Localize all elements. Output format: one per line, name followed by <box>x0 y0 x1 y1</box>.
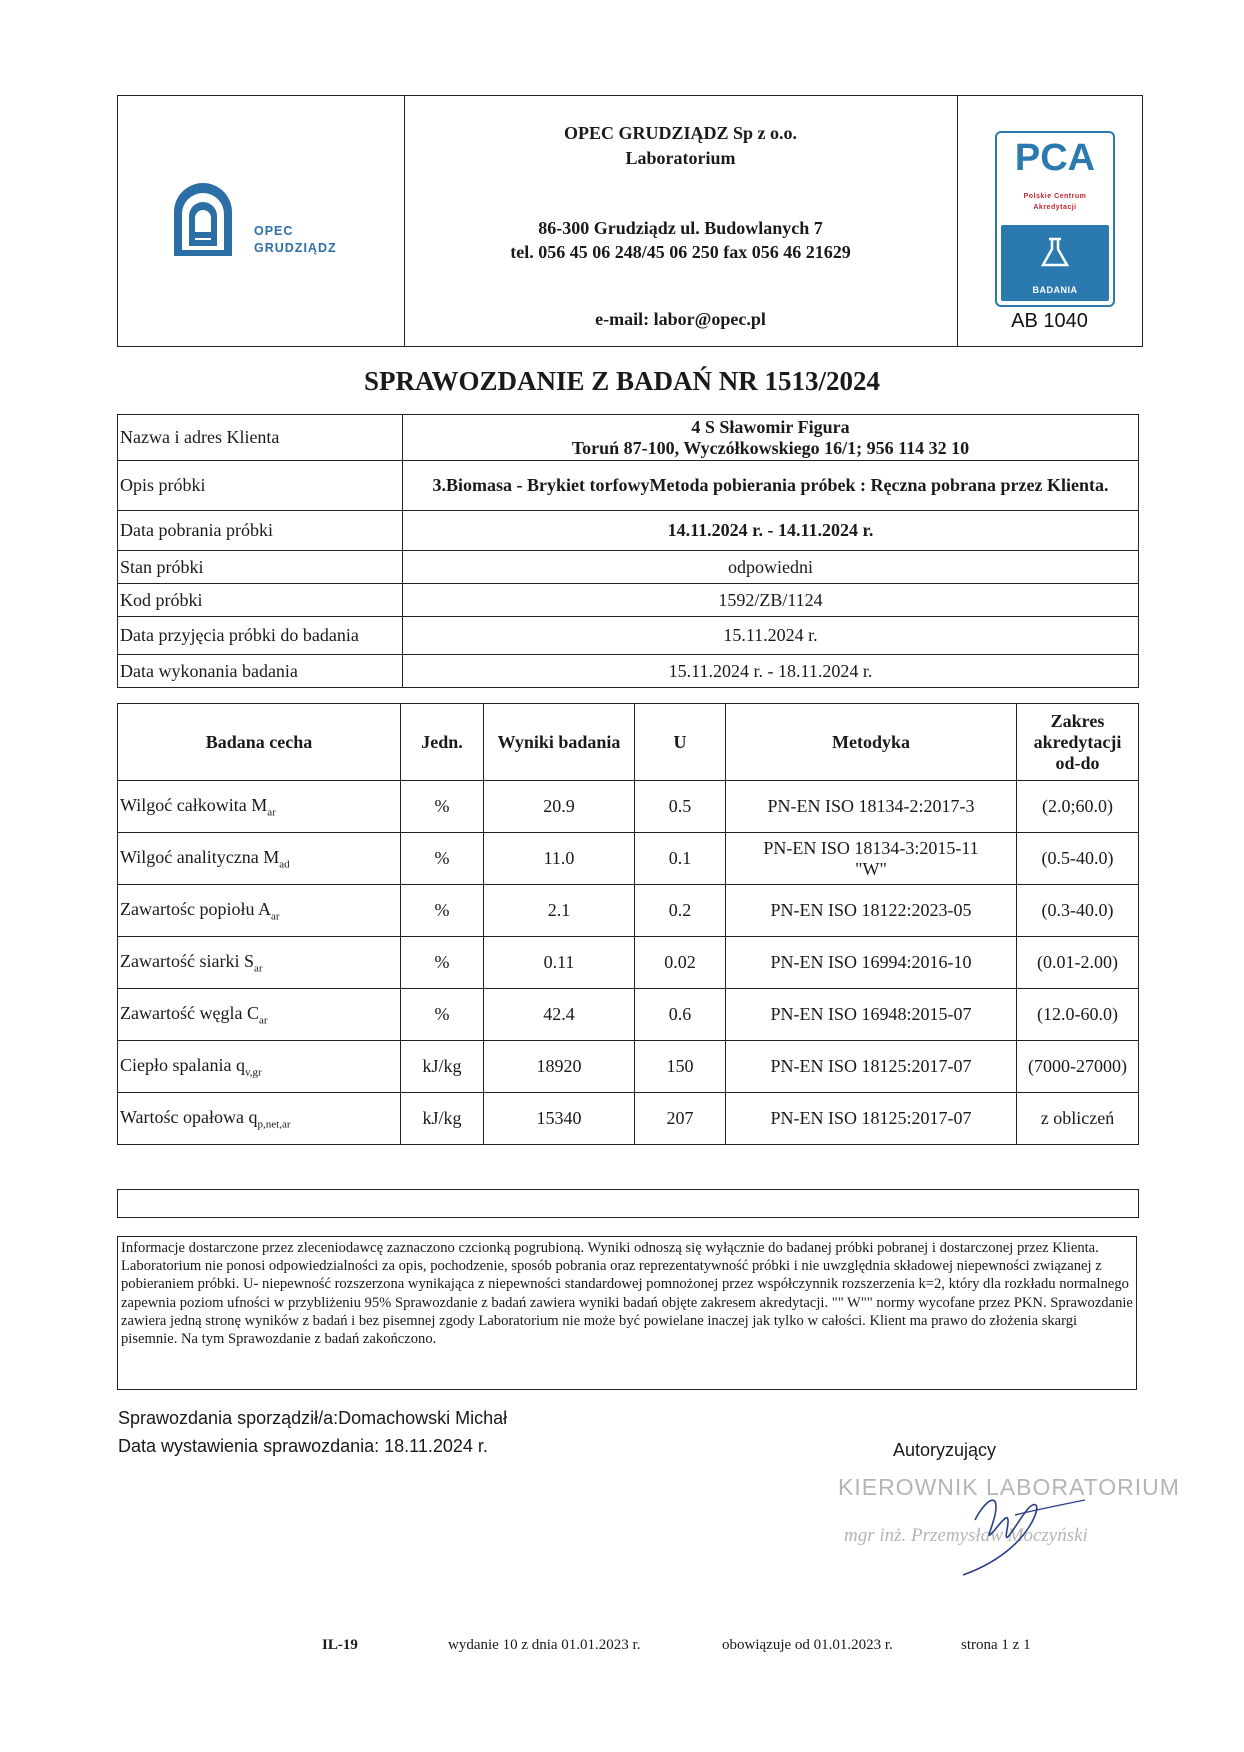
result-value: 2.1 <box>484 885 635 937</box>
result-value: 15340 <box>484 1093 635 1145</box>
result-value: 42.4 <box>484 989 635 1041</box>
department-name: Laboratorium <box>625 148 736 168</box>
company-name: OPEC GRUDZIĄDZ Sp z o.o. <box>563 123 798 143</box>
result-feature: Zawartośc popiołu $A_{ar}$ <box>118 885 401 937</box>
result-unit: % <box>401 885 484 937</box>
pca-badge <box>995 131 1115 307</box>
result-uncertainty: 0.1 <box>635 833 726 885</box>
header-range-line1: Zakres <box>1050 710 1105 731</box>
result-method: PN-EN ISO 18134-2:2017-3 <box>726 781 1017 833</box>
pca-badania-label: BADANIA <box>1032 285 1078 295</box>
result-range: (0.3-40.0) <box>1017 885 1139 937</box>
pca-badania-block <box>1001 225 1109 301</box>
result-range: (7000-27000) <box>1017 1041 1139 1093</box>
lab-email: e-mail: labor@opec.pl <box>595 309 766 329</box>
condition-value: odpowiedni <box>403 551 1139 584</box>
result-method: PN-EN ISO 18134-3:2015-11 "W" <box>726 833 1017 885</box>
opec-logo-icon <box>172 182 234 258</box>
condition-label: Stan próbki <box>118 551 403 584</box>
result-value: 18920 <box>484 1041 635 1093</box>
result-range: (0.01-2.00) <box>1017 937 1139 989</box>
result-method: PN-EN ISO 18125:2017-07 <box>726 1093 1017 1145</box>
sample-info-table <box>117 414 1139 688</box>
result-row <box>118 1041 1139 1093</box>
result-row <box>118 781 1139 833</box>
result-uncertainty: 0.02 <box>635 937 726 989</box>
result-unit: % <box>401 989 484 1041</box>
footer-page: strona 1 z 1 <box>961 1637 1031 1653</box>
footer-edition: wydanie 10 z dnia 01.01.2023 r. <box>448 1637 641 1653</box>
info-row-code <box>118 584 1139 617</box>
sample-desc-label: Opis próbki <box>118 461 403 511</box>
result-feature: Ciepło spalania $q_{v,gr}$ <box>118 1041 401 1093</box>
result-uncertainty: 0.6 <box>635 989 726 1041</box>
info-row-sampling-date <box>118 511 1139 551</box>
pca-sub-line1: Polskie Centrum <box>1023 193 1087 200</box>
issue-date: Data wystawienia sprawozdania: 18.11.2024 r. <box>118 1436 488 1456</box>
report-title: SPRAWOZDANIE Z BADAŃ NR 1513/2024 <box>363 366 881 396</box>
client-address: Toruń 87-100, Wyczółkowskiego 16/1; 956 114 32 10 <box>571 437 970 458</box>
accreditation-number: AB 1040 <box>1011 310 1088 332</box>
result-uncertainty: 150 <box>635 1041 726 1093</box>
code-value: 1592/ZB/1124 <box>403 584 1139 617</box>
result-range: z obliczeń <box>1017 1093 1139 1145</box>
logo-text-opec: OPEC <box>254 224 294 238</box>
info-row-client <box>118 415 1139 461</box>
result-method: PN-EN ISO 18125:2017-07 <box>726 1041 1017 1093</box>
result-range: (0.5-40.0) <box>1017 833 1139 885</box>
header-range <box>1017 704 1139 781</box>
result-method: PN-EN ISO 16948:2015-07 <box>726 989 1017 1041</box>
result-feature: Wartośc opałowa $q_{p,net,ar}$ <box>118 1093 401 1145</box>
result-row <box>118 885 1139 937</box>
result-method: PN-EN ISO 16994:2016-10 <box>726 937 1017 989</box>
result-row <box>118 937 1139 989</box>
result-unit: % <box>401 937 484 989</box>
info-row-description <box>118 461 1139 511</box>
result-uncertainty: 0.5 <box>635 781 726 833</box>
result-feature: Zawartość siarki $S_{ar}$ <box>118 937 401 989</box>
result-value: 11.0 <box>484 833 635 885</box>
client-label: Nazwa i adres Klienta <box>118 415 403 461</box>
result-value: 0.11 <box>484 937 635 989</box>
results-header-row <box>118 704 1139 781</box>
sampling-date-label: Data pobrania próbki <box>118 511 403 551</box>
client-value <box>403 415 1139 461</box>
header-unit: Jedn. <box>401 704 484 781</box>
result-value: 20.9 <box>484 781 635 833</box>
performed-label: Data wykonania badania <box>118 655 403 688</box>
result-unit: % <box>401 833 484 885</box>
results-table <box>117 703 1139 1145</box>
pca-logo-text: PCA <box>1014 137 1096 179</box>
result-feature: Wilgoć całkowita $M_{ar}$ <box>118 781 401 833</box>
client-name: 4 S Sławomir Figura <box>691 416 850 437</box>
pca-sub-line2: Akredytacji <box>1033 204 1077 211</box>
code-label: Kod próbki <box>118 584 403 617</box>
legal-note: Informacje dostarczone przez zleceniodawcę zaznaczono czcionką pogrubioną. Wyniki odnoszą się wyłącznie do badanej próbki pobranej i dostarczonej przez Klienta. Laboratorium nie ponosi odpowiedzialności za opis, pochodzenie, sposób pobrania oraz reprezentatywność próbki i nie uwzględnia składowej niepewności związanej z pobieraniem próbki. U- niepewność rozszerzona wynikająca z niepewności standardowej pomnożonej przez współczynnik rozszerzenia k=2, który dla rozkładu normalnego zapewnia poziom ufności w przybliżeniu 95% Sprawozdanie z badań zawiera wyniki badań objęte zakresem akredytacji. "" W"" normy wycofane przez PKN. Sprawozdanie zawiera jedną stronę wyników z badań i bez pisemnej zgody Laboratorium nie może być powielane inaczej jak tylko w całości. Klient ma prawo do złożenia skargi pisemnie. Na tym Sprawozdanie z badań zakończono. <box>117 1236 1137 1390</box>
info-row-received <box>118 617 1139 655</box>
header-range-line3: od-do <box>1055 752 1100 773</box>
sampling-date-value: 14.11.2024 r. - 14.11.2024 r. <box>403 511 1139 551</box>
result-feature: Zawartość węgla $C_{ar}$ <box>118 989 401 1041</box>
performed-value: 15.11.2024 r. - 18.11.2024 r. <box>403 655 1139 688</box>
result-uncertainty: 0.2 <box>635 885 726 937</box>
pca-cell <box>957 96 1142 346</box>
empty-remarks-box <box>117 1189 1139 1218</box>
result-range: (12.0-60.0) <box>1017 989 1139 1041</box>
result-uncertainty: 207 <box>635 1093 726 1145</box>
lab-phone: tel. 056 45 06 248/45 06 250 fax 056 46 21629 <box>510 242 851 262</box>
sample-desc-value: 3.Biomasa - Brykiet torfowyMetoda pobierania próbek : Ręczna pobrana przez Klienta. <box>403 461 1139 511</box>
info-row-condition <box>118 551 1139 584</box>
logo-cell <box>118 96 405 346</box>
result-unit: % <box>401 781 484 833</box>
footer-valid-from: obowiązuje od 01.01.2023 r. <box>722 1637 893 1653</box>
result-unit: kJ/kg <box>401 1041 484 1093</box>
footer-form-code: IL-19 <box>322 1637 358 1653</box>
result-method: PN-EN ISO 18122:2023-05 <box>726 885 1017 937</box>
prepared-by: Sprawozdania sporządził/a:Domachowski Michał <box>118 1408 508 1428</box>
lab-address: 86-300 Grudziądz ul. Budowlanych 7 <box>538 218 823 238</box>
header-u: U <box>635 704 726 781</box>
result-row <box>118 989 1139 1041</box>
result-row <box>118 833 1139 885</box>
received-value: 15.11.2024 r. <box>403 617 1139 655</box>
stamp-title: KIEROWNIK LABORATORIUM <box>838 1474 1180 1500</box>
header-method: Metodyka <box>726 704 1017 781</box>
header-range-line2: akredytacji <box>1033 731 1122 752</box>
result-row <box>118 1093 1139 1145</box>
report-header <box>117 95 1143 347</box>
stamp-name: mgr inż. Przemysław Moczyński <box>844 1525 1088 1546</box>
result-range: (2.0;60.0) <box>1017 781 1139 833</box>
header-result: Wyniki badania <box>484 704 635 781</box>
authorizer-label: Autoryzujący <box>893 1440 997 1460</box>
received-label: Data przyjęcia próbki do badania <box>118 617 403 655</box>
result-unit: kJ/kg <box>401 1093 484 1145</box>
info-row-performed <box>118 655 1139 688</box>
header-feature: Badana cecha <box>118 704 401 781</box>
result-feature: Wilgoć analityczna $M_{ad}$ <box>118 833 401 885</box>
logo-text-grudziadz: GRUDZIĄDZ <box>254 241 337 255</box>
signature-icon <box>945 1470 1105 1580</box>
lab-address-cell <box>404 96 958 346</box>
flask-icon <box>1037 235 1073 271</box>
